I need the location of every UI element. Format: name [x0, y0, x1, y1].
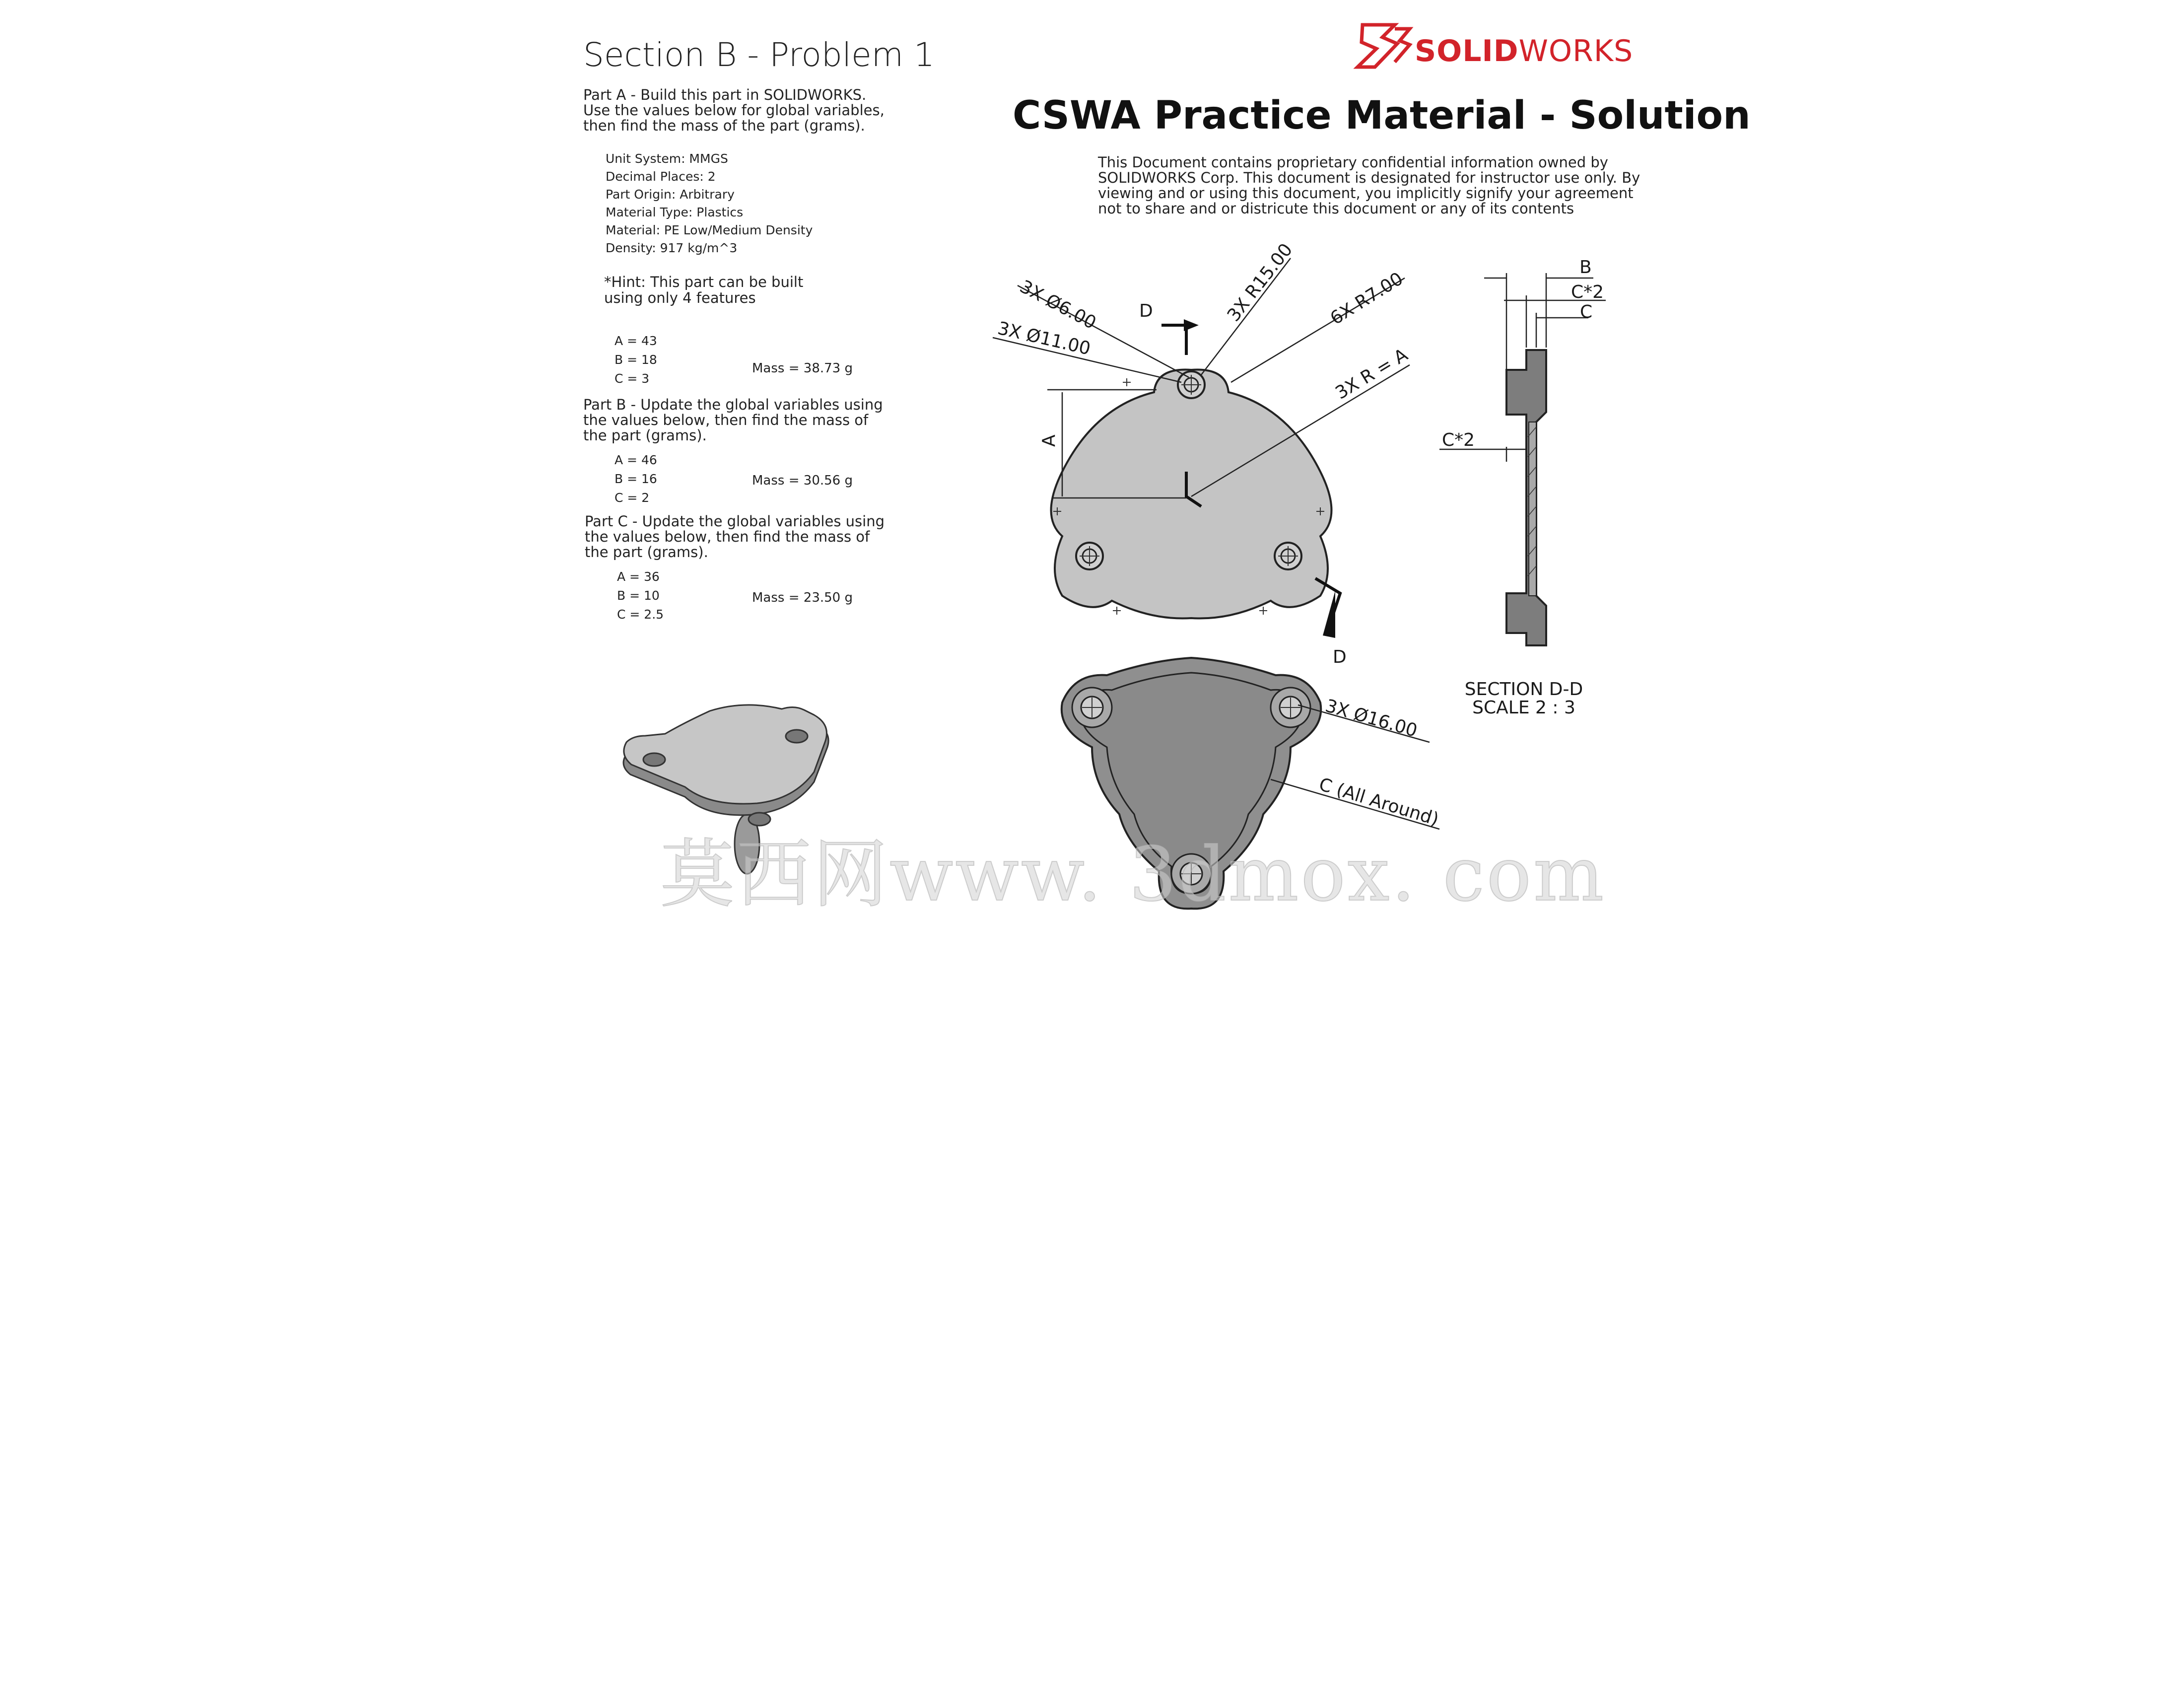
spec-material-type: Material Type: Plastics: [606, 205, 744, 219]
dim-a: A: [1039, 434, 1059, 447]
solidworks-logo-text: SOLIDWORKS: [1415, 34, 1634, 69]
spec-decimal-places: Decimal Places: 2: [606, 169, 716, 184]
sheet-title: Section B - Problem 1: [583, 36, 935, 74]
dim-b: B: [1579, 257, 1592, 278]
spec-unit-system: Unit System: MMGS: [606, 151, 728, 166]
dim-ra: 3X R = A: [1332, 345, 1412, 404]
section-scale: SCALE 2 : 3: [1472, 698, 1575, 718]
dim-r15: 3X R15.00: [1223, 239, 1297, 326]
watermark: 莫西网www. 3dmox. com: [660, 832, 1606, 918]
dim-hole-6: 3X Ø6.00: [1016, 276, 1099, 334]
part-c-mass: Mass = 23.50 g: [752, 590, 853, 605]
section-title: SECTION D-D: [1464, 679, 1583, 700]
part-b-intro: Part B - Update the global variables using the values below, then find the mass of the part (grams).: [583, 396, 883, 444]
part-a-vars: A = 43 B = 18 C = 3: [614, 334, 657, 386]
section-label-bottom: D: [1333, 647, 1347, 667]
dim-hole-11: 3X Ø11.00: [995, 318, 1092, 359]
part-a-intro: Part A - Build this part in SOLIDWORKS. Use the values below for global variables, then find the mass of the part (grams).: [583, 86, 885, 134]
part-c-vars: A = 36 B = 10 C = 2.5: [617, 569, 664, 622]
dim-hole-16: 3X Ø16.00: [1323, 696, 1420, 742]
hint: *Hint: This part can be built using only 4 features: [604, 274, 804, 306]
spec-part-origin: Part Origin: Arbitrary: [606, 187, 735, 202]
dim-c2-side: C*2: [1442, 430, 1475, 450]
section-label-top: D: [1139, 301, 1153, 321]
spec-density: Density: 917 kg/m^3: [606, 241, 738, 255]
front-view: [993, 240, 1412, 667]
part-c-intro: Part C - Update the global variables using the values below, then find the mass of the part (grams).: [585, 513, 885, 561]
spec-material: Material: PE Low/Medium Density: [606, 223, 813, 237]
part-b-vars: A = 46 B = 16 C = 2: [614, 453, 657, 505]
main-title: CSWA Practice Material - Solution: [1013, 93, 1751, 138]
dim-r7: 6X R7.00: [1327, 268, 1407, 329]
part-a-mass: Mass = 38.73 g: [752, 361, 853, 376]
dim-all-around: C (All Around): [1316, 774, 1441, 830]
dim-c2: C*2: [1571, 282, 1604, 302]
confidentiality-notice: This Document contains proprietary confidential information owned by SOLIDWORKS Corp. This document is designated for instructor use only. By viewing and or using this document, you implicitly signify your agreement not to share and or districute this document or any of its contents: [1098, 154, 1640, 217]
section-view: [1439, 257, 1606, 718]
part-b-mass: Mass = 30.56 g: [752, 473, 853, 488]
dim-c: C: [1580, 302, 1593, 322]
